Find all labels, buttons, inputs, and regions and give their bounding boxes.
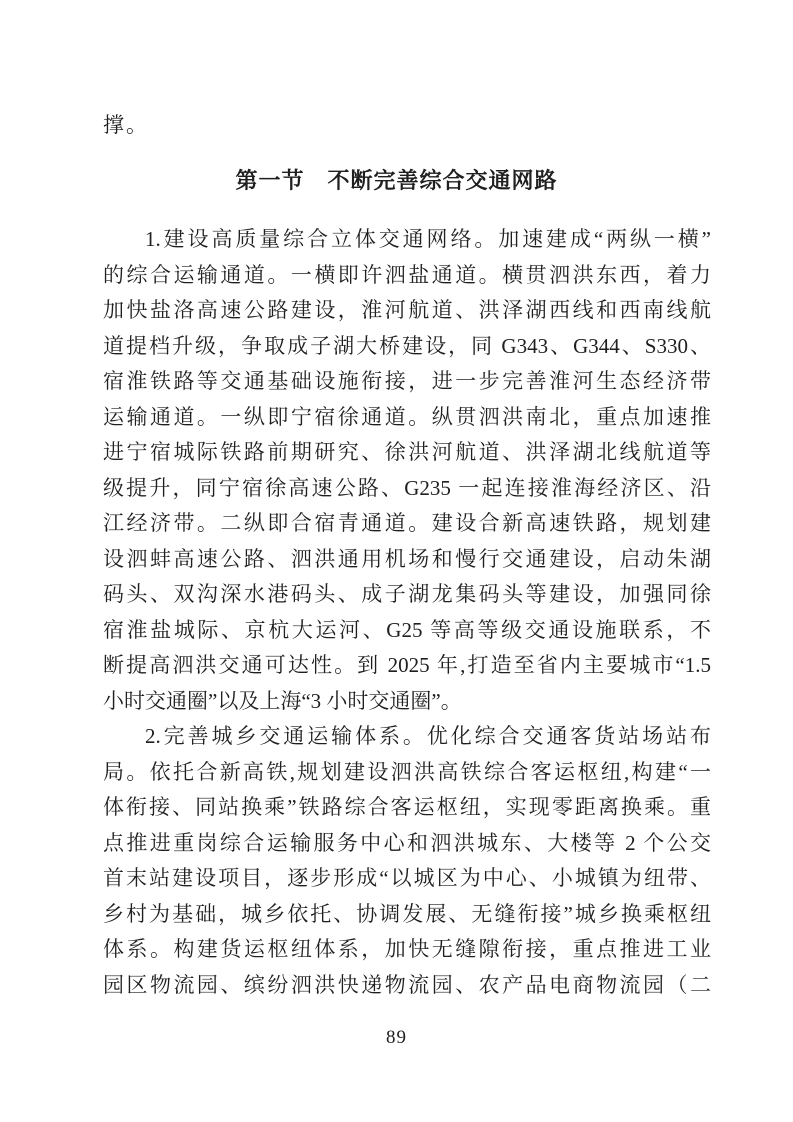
body-line: 2.完善城乡交通运输体系。优化综合交通客货站场站布 xyxy=(145,724,711,748)
body-line: 园区物流园、缤纷泗洪快递物流园、农产品电商物流园（二 xyxy=(103,972,711,997)
body-line: 进宁宿城际铁路前期研究、徐洪河航道、洪泽湖北线航道等 xyxy=(103,440,711,464)
body-line: 宿淮铁路等交通基础设施衔接，进一步完善淮河生态经济带 xyxy=(103,369,711,393)
body-line: 体系。构建货运枢纽体系，加快无缝隙衔接，重点推进工业 xyxy=(103,937,711,961)
body-line: 码头、双沟深水港码头、成子湖龙集码头等建设，加强同徐 xyxy=(103,582,711,606)
section-heading: 第一节 不断完善综合交通网路 xyxy=(235,168,558,193)
body-line: 1.建设高质量综合立体交通网络。加速建成“两纵一横” xyxy=(145,227,711,251)
body-line: 江经济带。二纵即合宿青通道。建设合新高速铁路，规划建 xyxy=(103,511,711,535)
body-line: 点推进重岗综合运输服务中心和泗洪城东、大楼等 2 个公交 xyxy=(103,830,711,855)
body-line: 首末站建设项目，逐步形成“以城区为中心、小城镇为纽带、 xyxy=(103,866,711,890)
body-text xyxy=(103,222,711,1003)
body-line: 设泗蚌高速公路、泗洪通用机场和慢行交通建设，启动朱湖 xyxy=(103,546,711,571)
body-line: 级提升，同宁宿徐高速公路、G235 一起连接淮海经济区、沿 xyxy=(103,475,711,500)
body-line: 运输通道。一纵即宁宿徐通道。纵贯泗洪南北，重点加速推 xyxy=(103,404,711,429)
body-line: 局。依托合新高铁,规划建设泗洪高铁综合客运枢纽,构建“一 xyxy=(103,759,711,784)
body-line: 道提档升级，争取成子湖大桥建设，同 G343、G344、S330、 xyxy=(103,333,711,358)
body-line: 乡村为基础，城乡依托、协调发展、无缝衔接”城乡换乘枢纽 xyxy=(103,901,711,926)
body-line: 宿淮盐城际、京杭大运河、G25 等高等级交通设施联系，不 xyxy=(103,617,711,642)
body-line: 体衔接、同站换乘”铁路综合客运枢纽，实现零距离换乘。重 xyxy=(103,795,711,819)
body-line: 的综合运输通道。一横即许泗盐通道。横贯泗洪东西，着力 xyxy=(103,262,711,287)
body-line: 加快盐洛高速公路建设，淮河航道、洪泽湖西线和西南线航 xyxy=(103,298,711,322)
body-line: 断提高泗洪交通可达性。到 2025 年,打造至省内主要城市“1.5 xyxy=(103,653,711,677)
page-number: 89 xyxy=(386,1027,407,1048)
body-line: 小时交通圈”以及上海“3 小时交通圈”。 xyxy=(103,688,462,713)
paragraph-continuation: 撑。 xyxy=(103,113,149,137)
